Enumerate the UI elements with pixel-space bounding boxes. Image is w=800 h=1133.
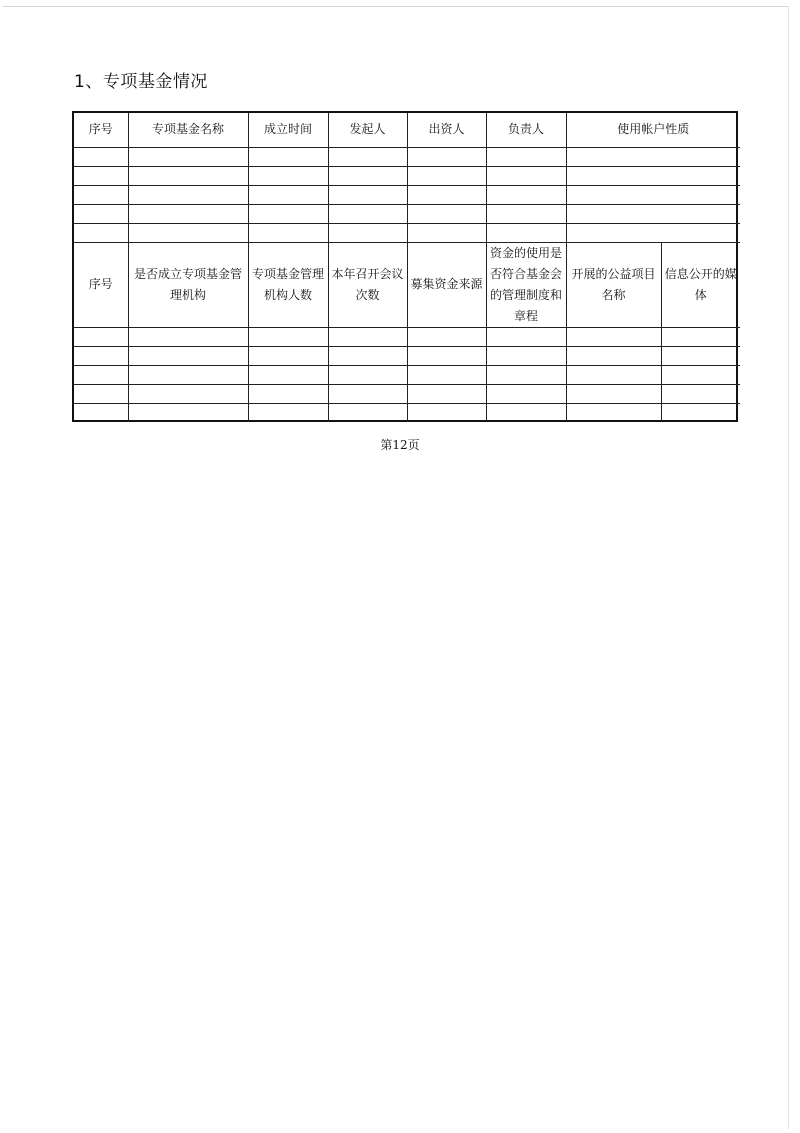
table-cell[interactable] — [328, 185, 407, 204]
table-cell[interactable] — [248, 166, 328, 185]
table-cell[interactable] — [328, 327, 407, 346]
table-cell[interactable] — [248, 223, 328, 242]
table-cell[interactable] — [128, 185, 248, 204]
table-cell[interactable] — [74, 346, 128, 365]
table-row — [74, 327, 740, 346]
col-header-management-body: 是否成立专项基金管理机构 — [128, 242, 248, 327]
table-cell[interactable] — [486, 166, 566, 185]
table-row — [74, 384, 740, 403]
table-cell[interactable] — [486, 223, 566, 242]
table-cell[interactable] — [328, 147, 407, 166]
table-cell[interactable] — [248, 147, 328, 166]
table-cell[interactable] — [486, 327, 566, 346]
table-cell[interactable] — [407, 403, 486, 422]
table-cell[interactable] — [407, 365, 486, 384]
table-cell[interactable] — [407, 384, 486, 403]
table-cell[interactable] — [248, 185, 328, 204]
table-cell[interactable] — [566, 166, 740, 185]
table-cell[interactable] — [566, 384, 661, 403]
table-cell[interactable] — [328, 346, 407, 365]
table-cell[interactable] — [566, 365, 661, 384]
table-cell[interactable] — [74, 365, 128, 384]
table-cell[interactable] — [407, 204, 486, 223]
table-cell[interactable] — [248, 384, 328, 403]
table-cell[interactable] — [566, 346, 661, 365]
table-cell[interactable] — [566, 185, 740, 204]
table-cell[interactable] — [248, 403, 328, 422]
page-number: 第12页 — [380, 438, 420, 452]
col-header-compliance: 资金的使用是否符合基金会的管理制度和章程 — [486, 242, 566, 327]
table-cell[interactable] — [128, 384, 248, 403]
table-cell[interactable] — [128, 403, 248, 422]
table-cell[interactable] — [128, 346, 248, 365]
table-row — [74, 403, 740, 422]
table-cell[interactable] — [486, 365, 566, 384]
table-cell[interactable] — [328, 223, 407, 242]
table-cell[interactable] — [74, 223, 128, 242]
table-cell[interactable] — [128, 223, 248, 242]
table-cell[interactable] — [661, 346, 740, 365]
table-cell[interactable] — [328, 365, 407, 384]
table-cell[interactable] — [566, 204, 740, 223]
table-cell[interactable] — [486, 147, 566, 166]
col-header-disclosure-media: 信息公开的媒体 — [661, 242, 740, 327]
table-cell[interactable] — [74, 147, 128, 166]
table-cell[interactable] — [407, 166, 486, 185]
section-title: 1、专项基金情况 — [74, 72, 208, 92]
table-cell[interactable] — [486, 403, 566, 422]
table-cell[interactable] — [486, 346, 566, 365]
table-cell[interactable] — [407, 223, 486, 242]
table-cell[interactable] — [248, 327, 328, 346]
table-cell[interactable] — [566, 147, 740, 166]
col-header-established-date: 成立时间 — [248, 113, 328, 147]
special-fund-table — [72, 111, 738, 422]
table-cell[interactable] — [661, 384, 740, 403]
col-header-seq-2: 序号 — [74, 242, 128, 327]
table-cell[interactable] — [407, 147, 486, 166]
table-cell[interactable] — [407, 327, 486, 346]
table-cell[interactable] — [74, 403, 128, 422]
table-cell[interactable] — [74, 185, 128, 204]
col-header-meeting-count: 本年召开会议次数 — [328, 242, 407, 327]
col-header-account-nature: 使用帐户性质 — [566, 113, 740, 147]
table-cell[interactable] — [328, 204, 407, 223]
table2-header-row — [74, 242, 740, 327]
table-cell[interactable] — [566, 403, 661, 422]
table-cell[interactable] — [128, 365, 248, 384]
table-cell[interactable] — [566, 223, 740, 242]
table-cell[interactable] — [566, 327, 661, 346]
table-cell[interactable] — [328, 384, 407, 403]
table1-header-row — [74, 113, 740, 147]
col-header-fund-source: 募集资金来源 — [407, 242, 486, 327]
table-cell[interactable] — [407, 346, 486, 365]
col-header-contributor: 出资人 — [407, 113, 486, 147]
table-cell[interactable] — [328, 166, 407, 185]
table-cell[interactable] — [328, 403, 407, 422]
table-row — [74, 223, 740, 242]
table-cell[interactable] — [128, 147, 248, 166]
table-cell[interactable] — [74, 384, 128, 403]
table-row — [74, 346, 740, 365]
col-header-initiator: 发起人 — [328, 113, 407, 147]
table-row — [74, 166, 740, 185]
table-row — [74, 204, 740, 223]
table-cell[interactable] — [128, 166, 248, 185]
table-cell[interactable] — [661, 365, 740, 384]
table-cell[interactable] — [248, 204, 328, 223]
col-header-fund-name: 专项基金名称 — [128, 113, 248, 147]
table-cell[interactable] — [248, 346, 328, 365]
table-cell[interactable] — [661, 403, 740, 422]
col-header-seq: 序号 — [74, 113, 128, 147]
table-cell[interactable] — [74, 204, 128, 223]
table-cell[interactable] — [486, 384, 566, 403]
table-row — [74, 185, 740, 204]
col-header-person-in-charge: 负责人 — [486, 113, 566, 147]
col-header-project-name: 开展的公益项目名称 — [566, 242, 661, 327]
table-cell[interactable] — [74, 166, 128, 185]
table-row — [74, 365, 740, 384]
table-cell[interactable] — [74, 327, 128, 346]
table-cell[interactable] — [248, 365, 328, 384]
table-cell[interactable] — [128, 204, 248, 223]
table-cell[interactable] — [128, 327, 248, 346]
table-cell[interactable] — [661, 327, 740, 346]
table-cell[interactable] — [486, 204, 566, 223]
col-header-management-staff-count: 专项基金管理机构人数 — [248, 242, 328, 327]
table-cell[interactable] — [407, 185, 486, 204]
table-cell[interactable] — [486, 185, 566, 204]
table-row — [74, 147, 740, 166]
